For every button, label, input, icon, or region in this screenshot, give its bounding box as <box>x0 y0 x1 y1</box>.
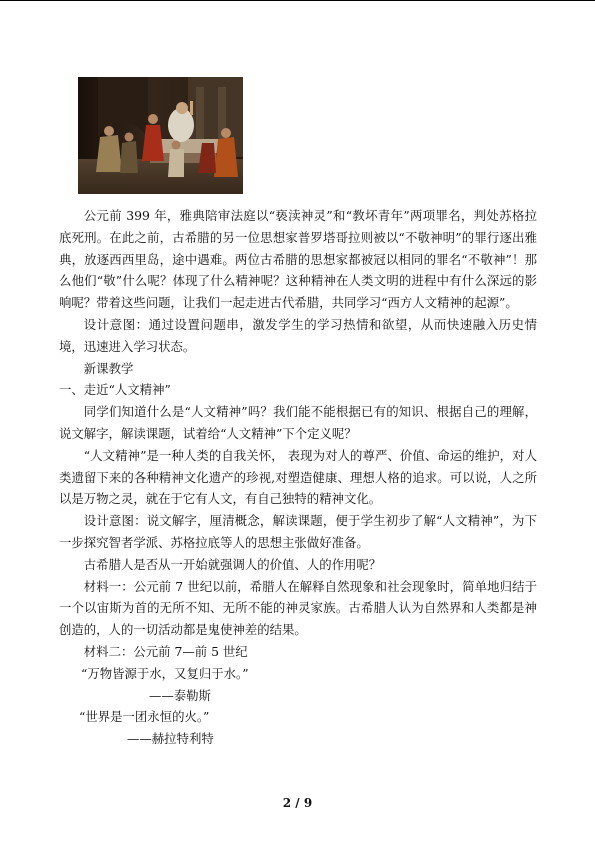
question-paragraph-2: 古希腊人是否从一开始就强调人的价值、人的作用呢？ <box>83 556 382 572</box>
page-number: 2 / 9 <box>282 796 313 810</box>
material-one-paragraph: 材料一：公元前 7 世纪以前，希腊人在解释自然现象和社会现象时，简单地归结于一个以宙斯为首的无所不知、无所不能的神灵家族。古希腊人认为自然界和人类都是神创造的，人的一切活动都是鬼使神差的结果。 <box>59 578 537 638</box>
quote-text: “世界是一团永恒的火。” <box>79 709 210 725</box>
question-paragraph: 同学们知道什么是“人文精神”吗？我们能不能根据已有的知识、根据自己的理解，说文解字，解读课题，试着给“人文精神”下个定义呢？ <box>59 404 537 441</box>
new-lesson-label: 新课教学 <box>83 360 134 376</box>
definition-paragraph: “人文精神”是一种人类的自我关怀， 表现为对人的尊严、价值、命运的维护，对人类遗留下来的各种精神文化遗产的珍视,对塑造健康、理想人格的追求。可以说，人之所以是万物之灵，就在于它有人文，有自己独特的精神文化。 <box>59 447 537 507</box>
design-intent-paragraph-2: 设计意图：说文解字，厘清概念，解读课题，便于学生初步了解“人文精神”，为下一步探究智者学派、苏格拉底等人的思想主张做好准备。 <box>59 513 537 550</box>
quote-author: ——泰勒斯 <box>149 687 211 703</box>
section-heading: 一、走近“人文精神” <box>59 382 171 398</box>
quote-author: ——赫拉特利特 <box>127 731 214 747</box>
material-two-paragraph: 材料二：公元前 7—前 5 世纪 <box>83 643 248 659</box>
intro-paragraph: 公元前 399 年，雅典陪审法庭以“亵渎神灵”和“教坏青年”两项罪名，判处苏格拉底死刑。在此之前，古希腊的另一位思想家普罗塔哥拉则被以“不敬神明”的罪行逐出雅典，放逐西西里岛，途中遇难。两位古希腊的思想家都被冠以相同的罪名“不敬神”！那么他们“敬”什么呢？体现了什么精神呢？这种精神在人类文明的进程中有什么深远的影响呢？带着这些问题，让我们一起走进古代希腊，共同学习“西方人文精神的起源”。 <box>59 208 537 311</box>
design-intent-paragraph: 设计意图：通过设置问题串，激发学生的学习热情和欲望，从而快速融入历史情境，迅速进入学习状态。 <box>59 316 537 354</box>
socrates-painting-image <box>78 77 243 194</box>
quote-text: “万物皆源于水，又复归于水。” <box>81 665 249 681</box>
header-rule <box>0 0 595 1</box>
document-body <box>59 205 537 750</box>
painting-illustration <box>78 77 243 194</box>
